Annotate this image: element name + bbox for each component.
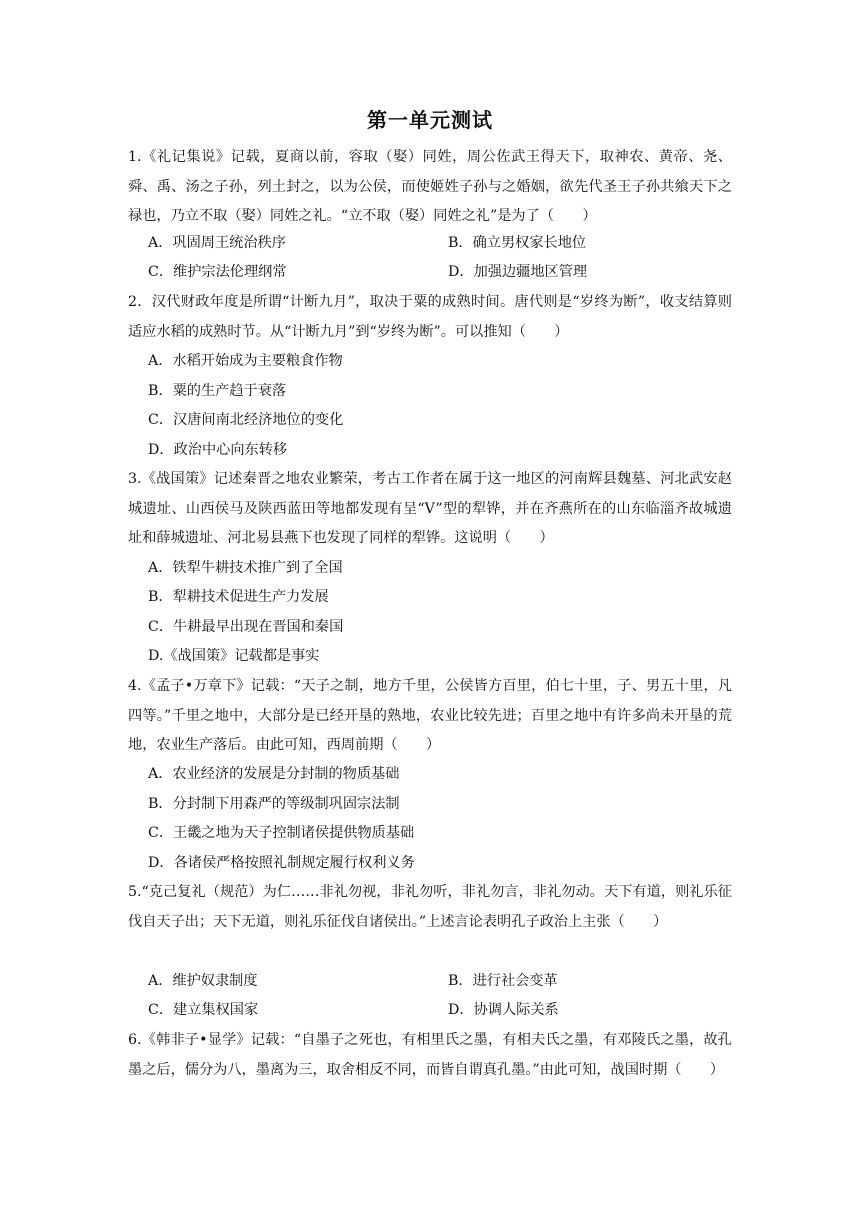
question-stem: 2．汉代财政年度是所谓“计断九月”，取决于粟的成熟时间。唐代则是“岁终为断”，收支结算则适应水稻的成熟时节。从“计断九月”到“岁终为断”。可以推知（ ） (128, 294, 732, 340)
question-stem: 5.“克己复礼（规范）为仁……非礼勿视，非礼勿听，非礼勿言，非礼勿动。天下有道，则礼乐征伐自天子出；天下无道，则礼乐征伐自诸侯出。”上述言论表明孔子政治上主张（ ） (128, 884, 732, 930)
question-4-option-c: C．王畿之地为天子控制诸侯提供物质基础 (148, 825, 415, 841)
question-stem: 6.《韩非子•显学》记载：“自墨子之死也，有相里氏之墨，有相夫氏之墨，有邓陵氏之墨，故孔墨之后，儒分为八，墨离为三，取舍相反不同，而皆自谓真孔墨。”由此可知，战国时期（ ） (128, 1032, 732, 1078)
question-3-option-c: C．牛耕最早出现在晋国和秦国 (148, 619, 344, 635)
question-2 (128, 288, 732, 347)
question-3-option-a: A．铁犁牛耕技术推广到了全国 (148, 560, 343, 576)
question-5-option-c: C．建立集权国家 (148, 1002, 259, 1018)
page-title: 第一单元测试 (367, 108, 493, 132)
question-1-option-a: A．巩固周王统治秩序 (148, 235, 286, 251)
question-5-option-a: A．维护奴隶制度 (148, 973, 258, 989)
question-5-option-d: D．协调人际关系 (448, 1002, 559, 1018)
question-2-option-a: A．水稻开始成为主要粮食作物 (148, 353, 343, 369)
question-3-option-b: B．犁耕技术促进生产力发展 (148, 589, 329, 605)
question-4-option-d: D．各诸侯严格按照礼制规定履行权利义务 (148, 855, 415, 871)
question-3-option-d: D.《战国策》记载都是事实 (148, 648, 320, 664)
question-4 (128, 672, 732, 761)
question-4-option-a: A．农业经济的发展是分封制的物质基础 (148, 766, 400, 782)
question-6 (128, 1026, 732, 1085)
question-1-option-c: C．维护宗法伦理纲常 (148, 264, 287, 280)
question-stem: 3.《战国策》记述秦晋之地农业繁荣，考古工作者在属于这一地区的河南辉县魏墓、河北武安赵城遗址、山西侯马及陕西蓝田等地都发现有呈“V”型的犁铧，并在齐燕所在的山东临淄齐故城遗址和薛城遗址、河北易县燕下也发现了同样的犁铧。这说明（ ） (128, 471, 732, 546)
question-1-option-b: B．确立男权家长地位 (448, 235, 587, 251)
question-3 (128, 465, 732, 554)
question-5-option-b: B．进行社会变革 (448, 973, 558, 989)
question-1-option-d: D．加强边疆地区管理 (448, 264, 588, 280)
question-2-option-b: B．粟的生产趋于衰落 (148, 383, 287, 399)
question-5 (128, 878, 732, 937)
question-2-option-c: C．汉唐间南北经济地位的变化 (148, 412, 344, 428)
question-1 (128, 143, 732, 232)
question-4-option-b: B．分封制下用森严的等级制巩固宗法制 (148, 796, 400, 812)
question-stem: 1.《礼记集说》记载，夏商以前，容取（娶）同姓，周公佐武王得天下，取神农、黄帝、尧、舜、禹、汤之子孙，列土封之，以为公侯，而使姬姓子孙与之婚姻，欲先代圣王子孙共飨天下之禄也，乃立不取（娶）同姓之礼。“立不取（娶）同姓之礼”是为了（ ） (128, 149, 732, 224)
question-stem: 4.《孟子•万章下》记载：“天子之制，地方千里，公侯皆方百里，伯七十里，子、男五十里，凡四等。”千里之地中，大部分是已经开垦的熟地，农业比较先进；百里之地中有许多尚未开垦的荒地，农业生产落后。由此可知，西周前期（ ） (128, 678, 732, 753)
question-2-option-d: D．政治中心向东转移 (148, 442, 288, 458)
